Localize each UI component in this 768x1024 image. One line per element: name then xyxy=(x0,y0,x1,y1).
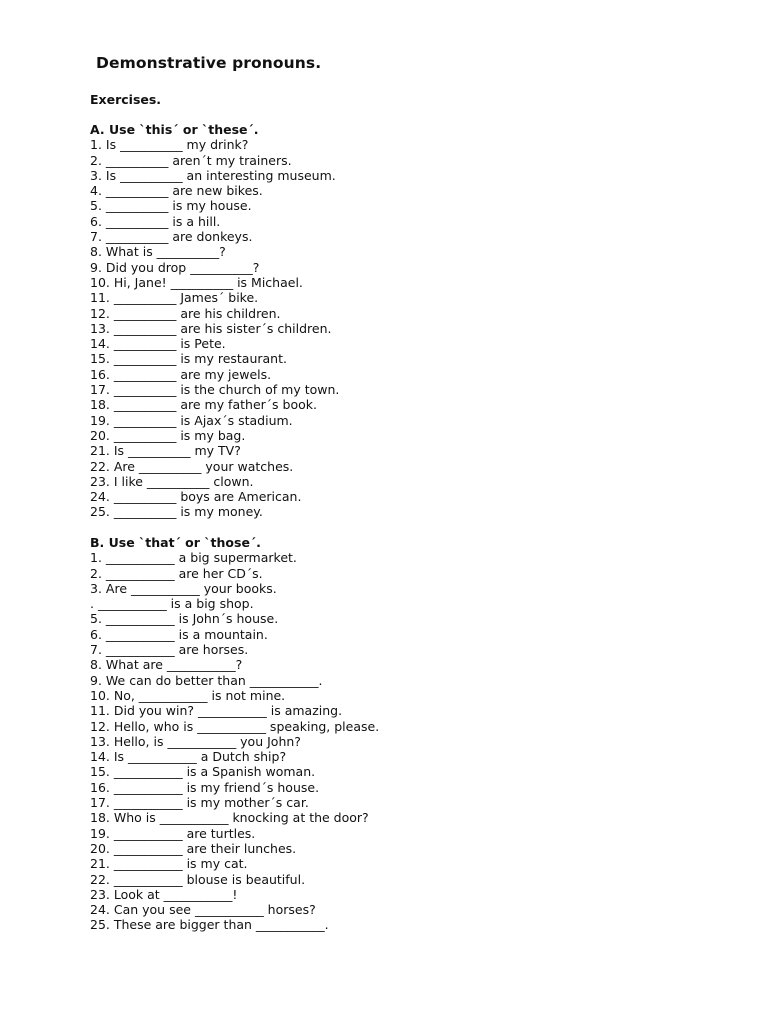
exercise-a-item: 6. __________ is a hill. xyxy=(90,213,221,229)
exercise-a-item: 18. __________ are my father´s book. xyxy=(90,397,317,413)
exercise-b-item: 6. ___________ is a mountain. xyxy=(90,626,268,642)
exercise-a-item: 14. __________ is Pete. xyxy=(90,336,226,352)
exercise-a-item: 15. __________ is my restaurant. xyxy=(90,351,287,367)
exercise-b-item: 7. ___________ are horses. xyxy=(90,642,249,658)
exercise-a-item: 3. Is __________ an interesting museum. xyxy=(90,167,336,183)
section-a-list xyxy=(90,137,339,519)
exercise-b-item: 8. What are ___________? xyxy=(90,657,243,673)
section-b-list xyxy=(90,550,379,932)
exercise-b-item: 9. We can do better than ___________. xyxy=(90,672,323,688)
exercise-b-item: 14. Is ___________ a Dutch ship? xyxy=(90,749,287,765)
exercise-a-item: 21. Is __________ my TV? xyxy=(90,443,241,459)
exercise-b-item: 2. ___________ are her CD´s. xyxy=(90,565,263,581)
exercise-b-item: 19. ___________ are turtles. xyxy=(90,825,256,841)
exercise-b-item: 20. ___________ are their lunches. xyxy=(90,840,297,856)
exercise-a-item: 8. What is __________? xyxy=(90,244,226,260)
exercise-a-item: 13. __________ are his sister´s children. xyxy=(90,320,332,336)
page-title: Demonstrative pronouns. xyxy=(96,54,322,72)
exercise-a-item: 17. __________ is the church of my town. xyxy=(90,382,340,398)
exercise-a-item: 23. I like __________ clown. xyxy=(90,473,254,489)
exercise-b-item: 5. ___________ is John´s house. xyxy=(90,611,279,627)
exercise-b-item: 17. ___________ is my mother´s car. xyxy=(90,795,309,811)
exercise-b-item: 16. ___________ is my friend´s house. xyxy=(90,779,320,795)
exercise-a-item: 12. __________ are his children. xyxy=(90,305,281,321)
exercise-b-item: 11. Did you win? ___________ is amazing. xyxy=(90,703,343,719)
exercise-a-item: 19. __________ is Ajax´s stadium. xyxy=(90,412,293,428)
exercise-a-item: 16. __________ are my jewels. xyxy=(90,366,272,382)
exercise-b-item: 22. ___________ blouse is beautiful. xyxy=(90,871,306,887)
exercise-a-item: 24. __________ boys are American. xyxy=(90,489,302,505)
exercise-b-item: 23. Look at ___________! xyxy=(90,886,238,902)
exercise-a-item: 22. Are __________ your watches. xyxy=(90,458,294,474)
exercise-a-item: 1. Is __________ my drink? xyxy=(90,137,249,153)
exercise-b-item: 10. No, ___________ is not mine. xyxy=(90,687,286,703)
exercise-b-item: 3. Are ___________ your books. xyxy=(90,580,277,596)
exercise-a-item: 10. Hi, Jane! __________ is Michael. xyxy=(90,274,303,290)
exercise-b-item: 12. Hello, who is ___________ speaking, please. xyxy=(90,718,380,734)
exercise-a-item: 20. __________ is my bag. xyxy=(90,427,246,443)
exercise-b-item: 13. Hello, is ___________ you John? xyxy=(90,733,301,749)
exercise-b-item: 21. ___________ is my cat. xyxy=(90,856,248,872)
exercise-a-item: 7. __________ are donkeys. xyxy=(90,229,253,245)
section-a xyxy=(90,122,339,520)
exercise-a-item: 11. __________ James´ bike. xyxy=(90,290,259,306)
section-b xyxy=(90,535,379,933)
section-a-heading: A. Use `this´ or `these´. xyxy=(90,122,259,137)
exercise-a-item: 25. __________ is my money. xyxy=(90,504,263,520)
exercise-a-item: 4. __________ are new bikes. xyxy=(90,183,263,199)
exercises-label: Exercises. xyxy=(90,92,162,107)
section-b-heading: B. Use `that´ or `those´. xyxy=(90,535,261,550)
exercise-a-item: 5. __________ is my house. xyxy=(90,198,252,214)
exercise-b-item: 18. Who is ___________ knocking at the door? xyxy=(90,810,369,826)
exercise-b-item: 15. ___________ is a Spanish woman. xyxy=(90,764,316,780)
exercise-b-item: 25. These are bigger than ___________. xyxy=(90,917,329,933)
exercise-a-item: 9. Did you drop __________? xyxy=(90,259,260,275)
exercise-b-item: 24. Can you see ___________ horses? xyxy=(90,902,316,918)
exercise-a-item: 2. __________ aren´t my trainers. xyxy=(90,152,292,168)
exercise-b-item: 1. ___________ a big supermarket. xyxy=(90,550,297,566)
exercise-b-item: . ___________ is a big shop. xyxy=(90,596,254,612)
